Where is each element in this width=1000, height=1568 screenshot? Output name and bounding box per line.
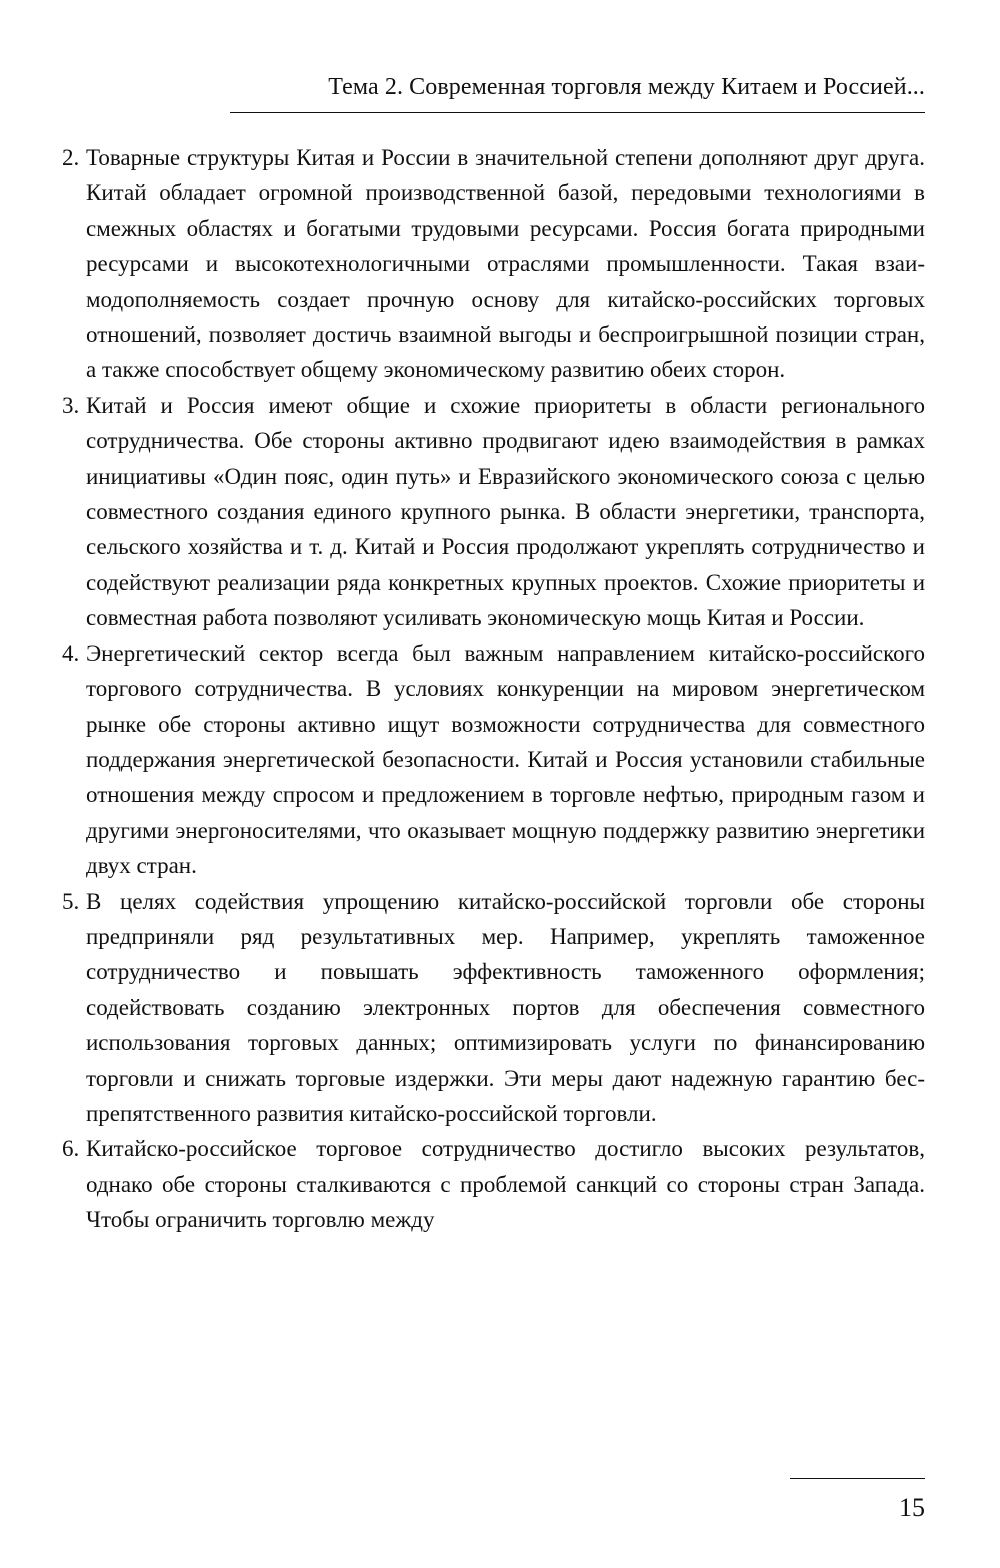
page-number: 15: [899, 1493, 925, 1522]
list-item: [48, 884, 925, 1132]
list-item-text: Китай и Россия имеют общие и схожие приоритеты в области регионального сотрудничества. Обе стороны активно продвигают идею взаимодействия в рамках инициативы «Один пояс, один путь» и Евразийского экономического союза с целью совместного создания единого крупного рынка. В области энергетики, транспорта, сельского хозяйства и т. д. Китай и Россия продолжают укреплять сотрудничество и содействуют реализации ряда конкретных крупных проектов. Схожие приоритеты и совместная работа позволяют усиливать экономическую мощь Китая и России.: [86, 392, 925, 631]
list-item-text: Товарные структуры Китая и России в значительной степени дополняют друг друга. Китай обладает огромной производственной базой, передовыми технологиями в смежных областях и богатыми трудовыми ресурсами. Россия богата природными ресурсами и высокотехнологичными отраслями промышленности. Такая взаимодополняемость создает прочную основу для китайско-российских торговых отношений, позволяет достичь взаимной выгоды и беспроигрышной позиции стран, а также способствует общему экономическому развитию обеих сторон.: [86, 145, 925, 383]
list-item-text: Китайско-российское торговое сотрудничество достигло высоких результатов, однако обе стороны сталкиваются с проблемой санкций со стороны стран Запада. Чтобы ограничить торговлю между: [86, 1136, 925, 1233]
list-item: [48, 1131, 925, 1237]
running-head: Тема 2. Современная торговля между Китаем и Россией...: [328, 74, 925, 100]
page-body: [48, 140, 925, 1238]
list-item: [48, 140, 925, 388]
list-item-text: В целях содействия упрощению китайско-российской торговли обе стороны предприняли ряд результативных мер. Например, укреплять таможенное сотрудничество и повышать эффективность таможенного оформления; содействовать созданию электронных портов для обеспечения совместного использования торговых данных; оптимизировать услуги по финансированию торговли и снижать торговые издержки. Эти меры дают надежную гарантию беспрепятственного развития китайско-российской торговли.: [86, 888, 925, 1126]
list-item-number: 5.: [62, 888, 80, 914]
list-item-text: Энергетический сектор всегда был важным направлением китайско-российского торгового сотрудничества. В условиях конкуренции на мировом энергетическом рынке обе стороны активно ищут возможности сотрудничества для совместного поддержания энергетической безопасности. Китай и Россия установили стабильные отношения между спросом и предложением в торговле нефтью, природным газом и другими энергоносителями, что оказывает мощную поддержку развитию энергетики двух стран.: [86, 640, 925, 879]
list-item-number: 2.: [62, 145, 80, 170]
list-item-number: 3.: [62, 392, 80, 418]
header-rule: [230, 112, 925, 113]
list-item: [48, 388, 925, 636]
list-item-number: 4.: [62, 640, 80, 666]
list-item: [48, 636, 925, 884]
list-item-number: 6.: [62, 1136, 80, 1162]
footer-rule: [790, 1478, 925, 1479]
